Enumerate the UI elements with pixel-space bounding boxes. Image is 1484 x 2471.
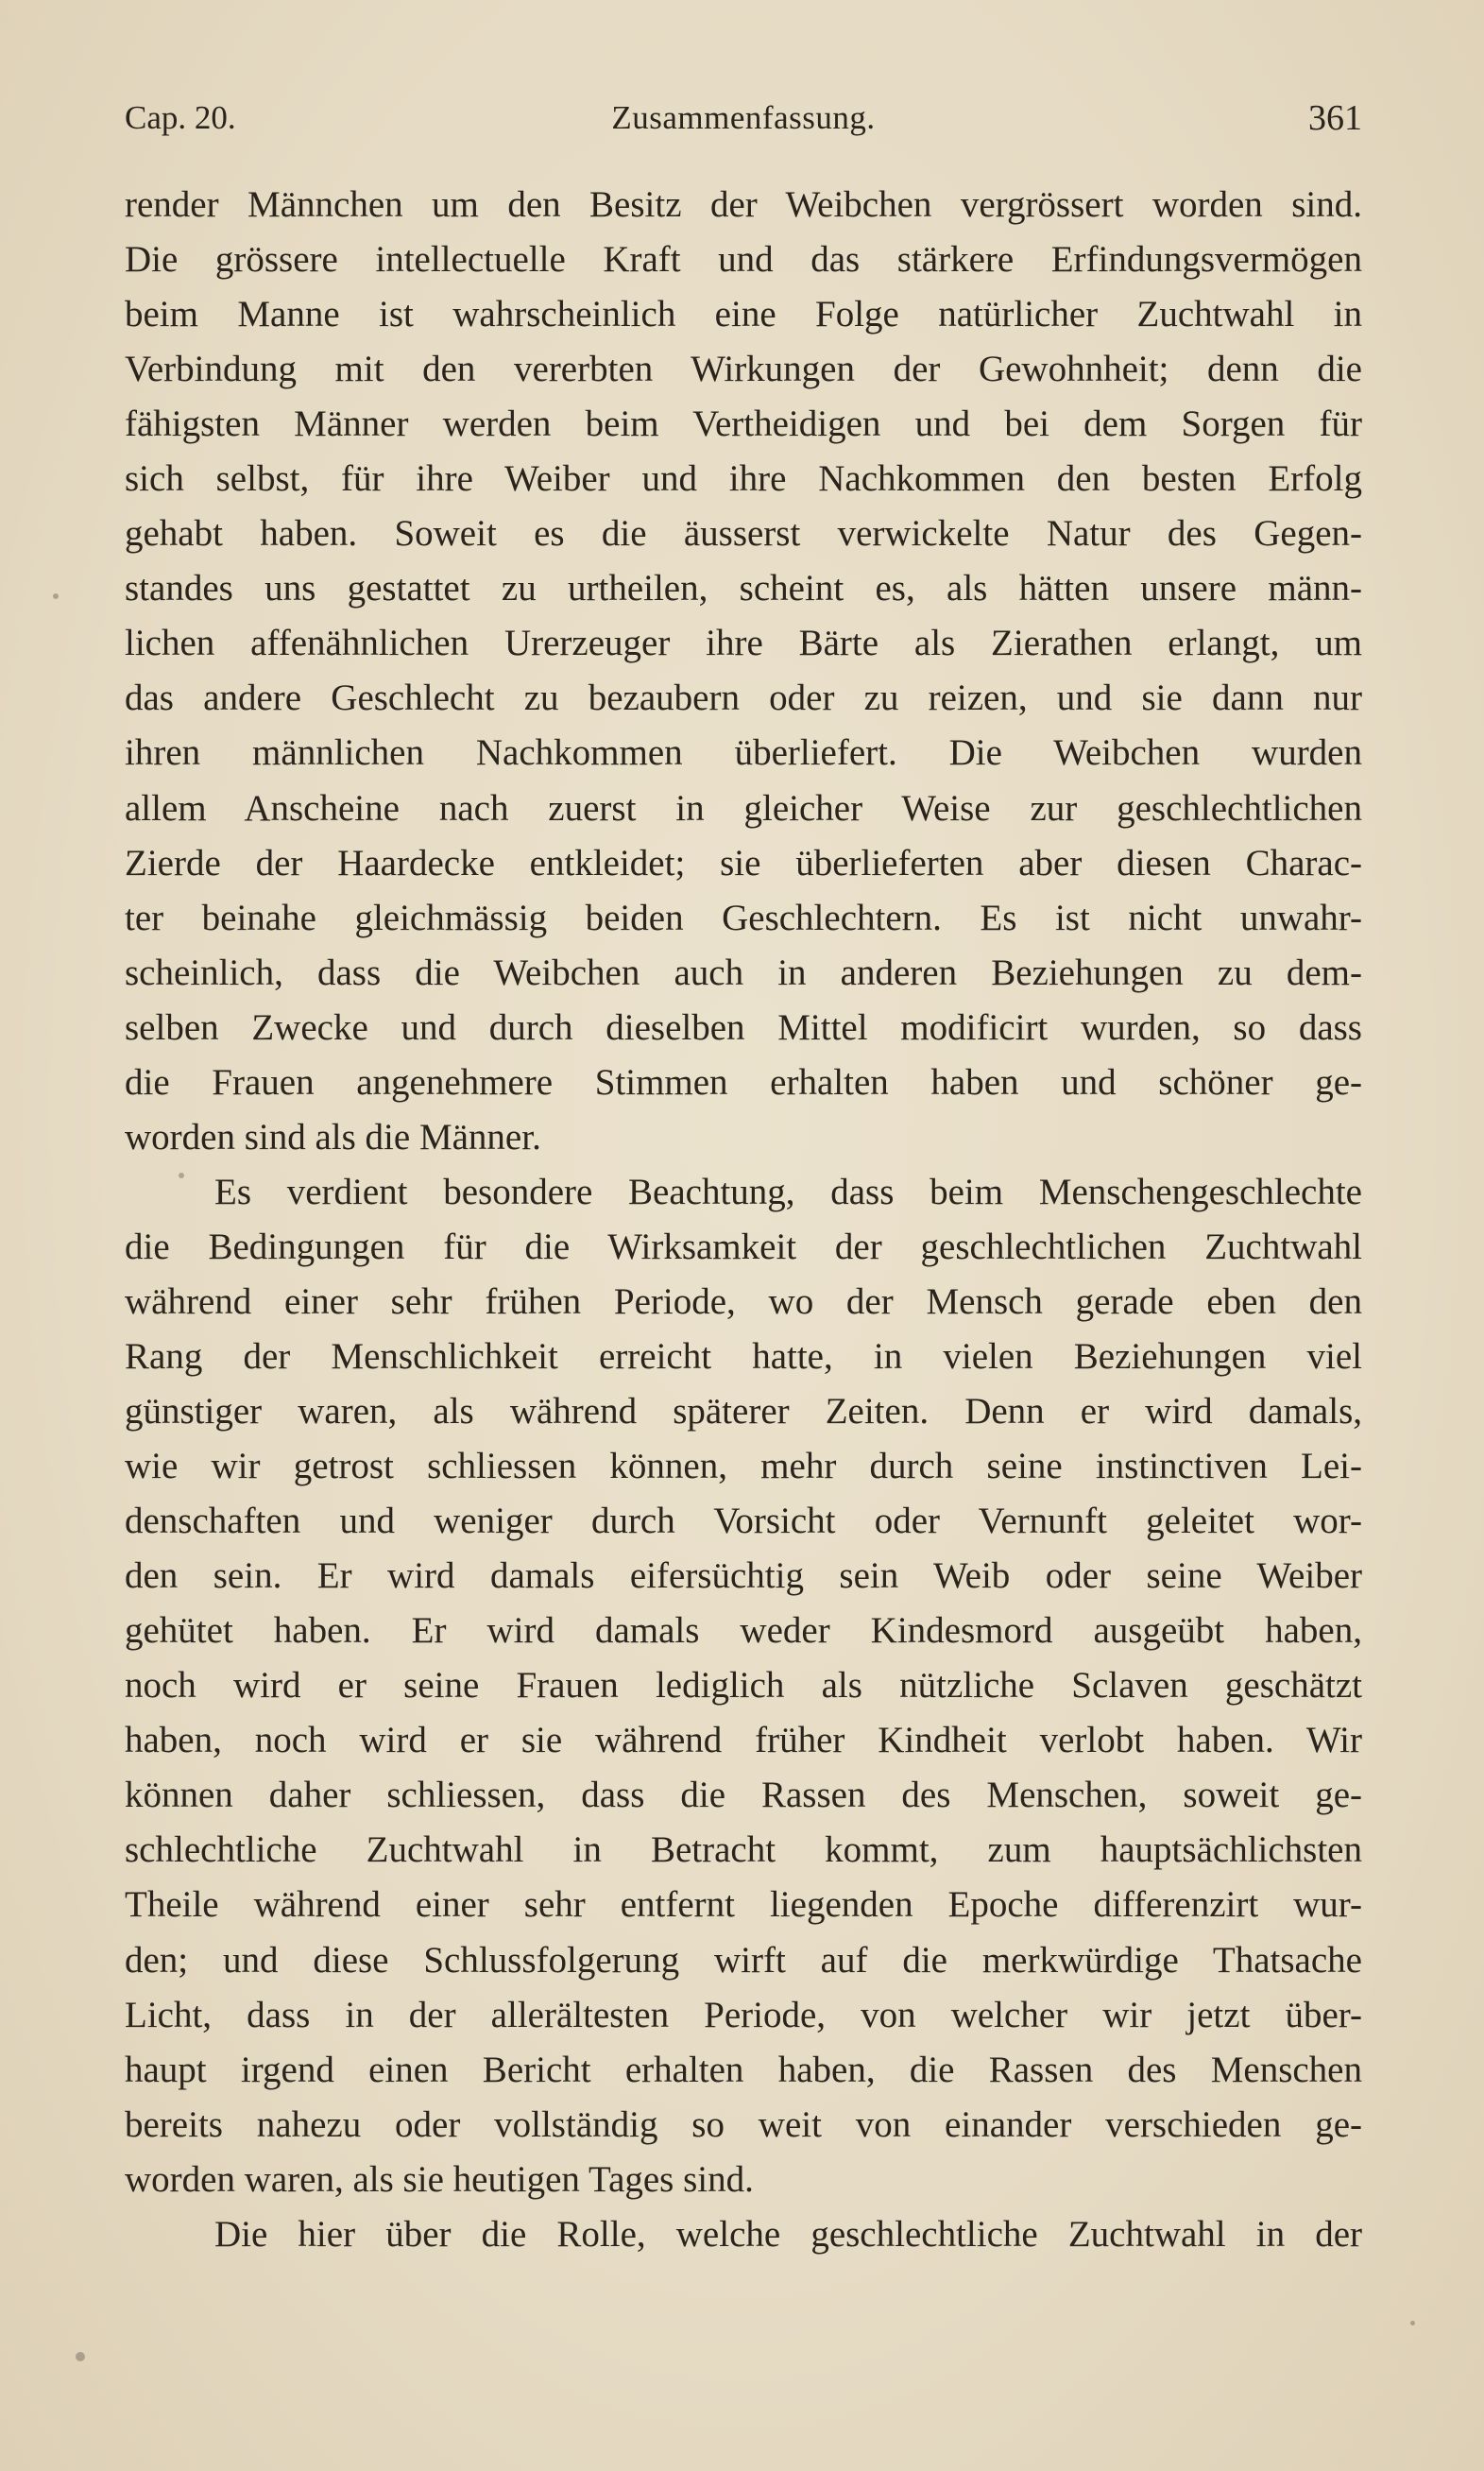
paper-speck [1410,2321,1415,2325]
text-line: schlechtliche Zuchtwahl in Betracht kommt, zum hauptsächlichsten [125,1829,1362,1871]
paper-speck [76,2352,85,2361]
text-line: standes uns gestattet zu urtheilen, scheint es, als hätten unsere männ- [125,568,1362,609]
text-line: selben Zwecke und durch dieselben Mittel modificirt wurden, so dass [125,1006,1362,1048]
text-line: Theile während einer sehr entfernt liegenden Epoche differenzirt wur- [125,1884,1362,1926]
text-line: Die grössere intellectuelle Kraft und das stärkere Erfindungsvermögen [125,239,1362,281]
text-line: den sein. Er wird damals eifersüchtig sein Weib oder seine Weiber [125,1555,1362,1597]
text-line: noch wird er seine Frauen lediglich als nützliche Sclaven geschätzt [125,1665,1362,1707]
paragraph-start-line: Es verdient besondere Beachtung, dass beim Menschengeschlechte [214,1171,1362,1212]
text-line: denschaften und weniger durch Vorsicht oder Vernunft geleitet wor- [125,1501,1362,1542]
text-line: die Frauen angenehmere Stimmen erhalten haben und schöner ge- [125,1061,1362,1103]
body-text [125,178,1362,2262]
text-line: lichen affenähnlichen Urerzeuger ihre Bärte als Zierathen erlangt, um [125,623,1362,664]
text-line: fähigsten Männer werden beim Vertheidigen und bei dem Sorgen für [125,403,1362,445]
paragraph-start-line: Die hier über die Rolle, welche geschlechtliche Zuchtwahl in der [214,2213,1362,2255]
text-line: den; und diese Schlussfolgerung wirft auf die merkwürdige Thatsache [125,1939,1362,1981]
text-line: ihren männlichen Nachkommen überliefert. Die Weibchen wurden [125,732,1362,774]
text-line: Licht, dass in der allerältesten Periode, von welcher wir jetzt über- [125,1994,1362,2035]
text-line: ter beinahe gleichmässig beiden Geschlechtern. Es ist nicht unwahr- [125,897,1362,938]
text-line: können daher schliessen, dass die Rassen des Menschen, soweit ge- [125,1775,1362,1816]
text-line: günstiger waren, als während späterer Zeiten. Denn er wird damals, [125,1391,1362,1433]
running-header [125,94,1362,142]
text-line: beim Manne ist wahrscheinlich eine Folge natürlicher Zuchtwahl in [125,294,1362,335]
text-line: gehütet haben. Er wird damals weder Kindesmord ausgeübt haben, [125,1610,1362,1652]
text-line: haben, noch wird er sie während früher Kindheit verlobt haben. Wir [125,1720,1362,1761]
paper-speck [179,1173,184,1178]
text-line: haupt irgend einen Bericht erhalten haben, die Rassen des Menschen [125,2049,1362,2090]
text-line: scheinlich, dass die Weibchen auch in anderen Beziehungen zu dem- [125,952,1362,993]
text-line: das andere Geschlecht zu bezaubern oder zu reizen, und sie dann nur [125,678,1362,719]
text-line: die Bedingungen für die Wirksamkeit der geschlechtlichen Zuchtwahl [125,1226,1362,1267]
chapter-label: Cap. 20. [125,99,236,136]
paper-speck [53,593,59,599]
text-line: allem Anscheine nach zuerst in gleicher Weise zur geschlechtlichen [125,787,1362,829]
text-line: sich selbst, für ihre Weiber und ihre Nachkommen den besten Erfolg [125,458,1362,500]
paragraph-end-line: worden waren, als sie heutigen Tages sind. [125,2158,754,2200]
text-line: render Männchen um den Besitz der Weibchen vergrössert worden sind. [125,184,1362,225]
text-line: während einer sehr frühen Periode, wo der Mensch gerade eben den [125,1280,1362,1322]
page-number: 361 [1308,98,1362,138]
paragraph-end-line: worden sind als die Männer. [125,1116,541,1158]
text-line: Rang der Menschlichkeit erreicht hatte, in vielen Beziehungen viel [125,1335,1362,1377]
section-title: Zusammenfassung. [611,99,876,136]
text-line: Verbindung mit den vererbten Wirkungen der Gewohnheit; denn die [125,349,1362,390]
text-line: bereits nahezu oder vollständig so weit von einander verschieden ge- [125,2103,1362,2145]
text-line: wie wir getrost schliessen können, mehr durch seine instinctiven Lei- [125,1446,1362,1487]
text-line: gehabt haben. Soweit es die äusserst verwickelte Natur des Gegen- [125,513,1362,555]
text-line: Zierde der Haardecke entkleidet; sie überlieferten aber diesen Charac- [125,842,1362,884]
